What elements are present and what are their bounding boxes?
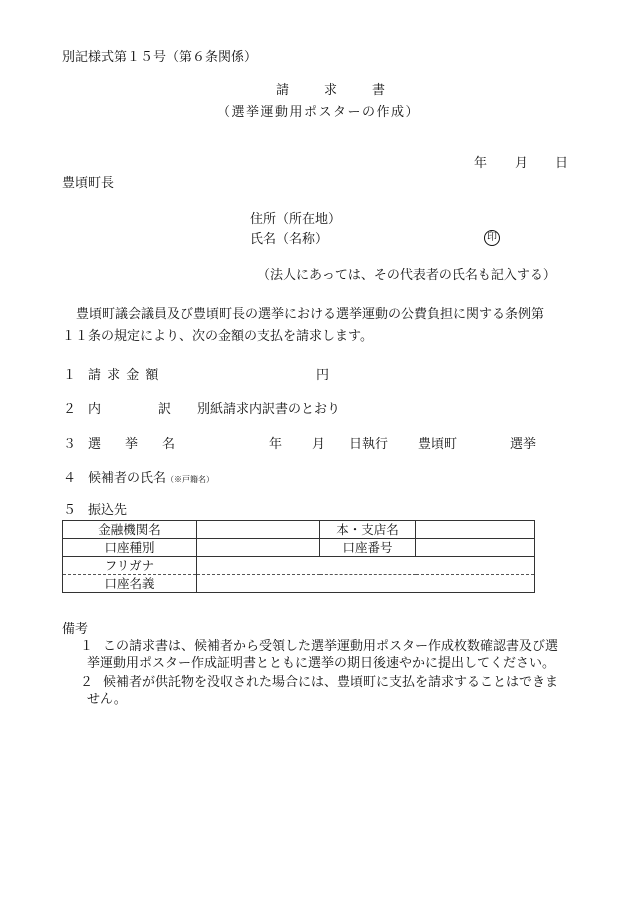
account-number-field[interactable] <box>416 539 535 557</box>
bank-row-account <box>63 539 535 557</box>
seal-mark: 印 <box>484 230 500 246</box>
body-text-line2: １１条の規定により、次の金額の支払を請求します。 <box>62 329 373 344</box>
item4-note: （※戸籍名） <box>166 475 215 484</box>
bank-row-account-name <box>63 575 535 593</box>
item5-label: 振込先 <box>88 503 128 518</box>
item3-suffix: 選挙 <box>510 437 537 452</box>
account-number-label: 口座番号 <box>320 539 416 557</box>
address-label: 住所（所在地） <box>250 212 342 227</box>
name-label: 氏名（名称） <box>250 232 329 247</box>
bank-row-furigana <box>63 557 535 575</box>
item4-label-text: 候補者の氏名 <box>88 471 167 486</box>
item3-year: 年 <box>269 437 283 452</box>
remark2-num: ２ <box>80 675 94 690</box>
furigana-label: フリガナ <box>63 557 197 575</box>
corp-note: （法人にあっては、その代表者の氏名も記入する） <box>257 268 556 283</box>
title-subtitle: （選挙運動用ポスターの作成） <box>217 105 421 120</box>
item1-num: １ <box>63 368 77 383</box>
item3-label-c: 名 <box>162 437 176 452</box>
item4-label <box>88 471 214 487</box>
item3-num: ３ <box>63 437 77 452</box>
date-day: 日 <box>555 156 569 171</box>
item2-label-a: 内 <box>88 402 102 417</box>
remark1-line2: 挙運動用ポスター作成証明書とともに選挙の期日後速やかに提出してください。 <box>87 656 556 671</box>
title-char-3: 書 <box>372 83 386 98</box>
account-type-label: 口座種別 <box>63 539 197 557</box>
item3-day: 日執行 <box>349 437 389 452</box>
branch-label: 本・支店名 <box>320 521 416 539</box>
account-type-field[interactable] <box>197 539 320 557</box>
date-year: 年 <box>474 156 488 171</box>
addressee: 豊頃町長 <box>62 176 115 191</box>
item1-label: 請 求 金 額 <box>88 368 160 383</box>
form-number: 別記様式第１５号（第６条関係） <box>62 50 258 65</box>
item5-num: ５ <box>63 503 77 518</box>
item3-label-a: 選 <box>88 437 102 452</box>
remarks-heading: 備考 <box>62 622 89 637</box>
item4-num: ４ <box>63 471 77 486</box>
item3-label-b: 挙 <box>125 437 139 452</box>
remark1-line1: この請求書は、候補者から受領した選挙運動用ポスター作成枚数確認書及び選 <box>103 639 559 654</box>
remark1-num: １ <box>80 639 94 654</box>
branch-field[interactable] <box>416 521 535 539</box>
bank-row-institution <box>63 521 535 539</box>
title-char-1: 請 <box>276 83 290 98</box>
remark2-line2: せん。 <box>87 692 127 707</box>
title-char-2: 求 <box>324 83 338 98</box>
institution-field[interactable] <box>197 521 320 539</box>
item3-month: 月 <box>312 437 326 452</box>
account-name-field[interactable] <box>197 575 535 593</box>
item3-town: 豊頃町 <box>418 437 458 452</box>
item2-value: 別紙請求内訳書のとおり <box>197 402 341 417</box>
bank-account-table <box>62 520 535 593</box>
remark2-line1: 候補者が供託物を没収された場合には、豊頃町に支払を請求することはできま <box>103 675 559 690</box>
item2-num: ２ <box>63 402 77 417</box>
date-month: 月 <box>515 156 529 171</box>
body-text-line1: 豊頃町議会議員及び豊頃町長の選挙における選挙運動の公費負担に関する条例第 <box>76 307 545 322</box>
institution-label: 金融機関名 <box>63 521 197 539</box>
furigana-field[interactable] <box>197 557 535 575</box>
item1-unit: 円 <box>316 368 330 383</box>
account-name-label: 口座名義 <box>63 575 197 593</box>
item2-label-b: 訳 <box>158 402 172 417</box>
